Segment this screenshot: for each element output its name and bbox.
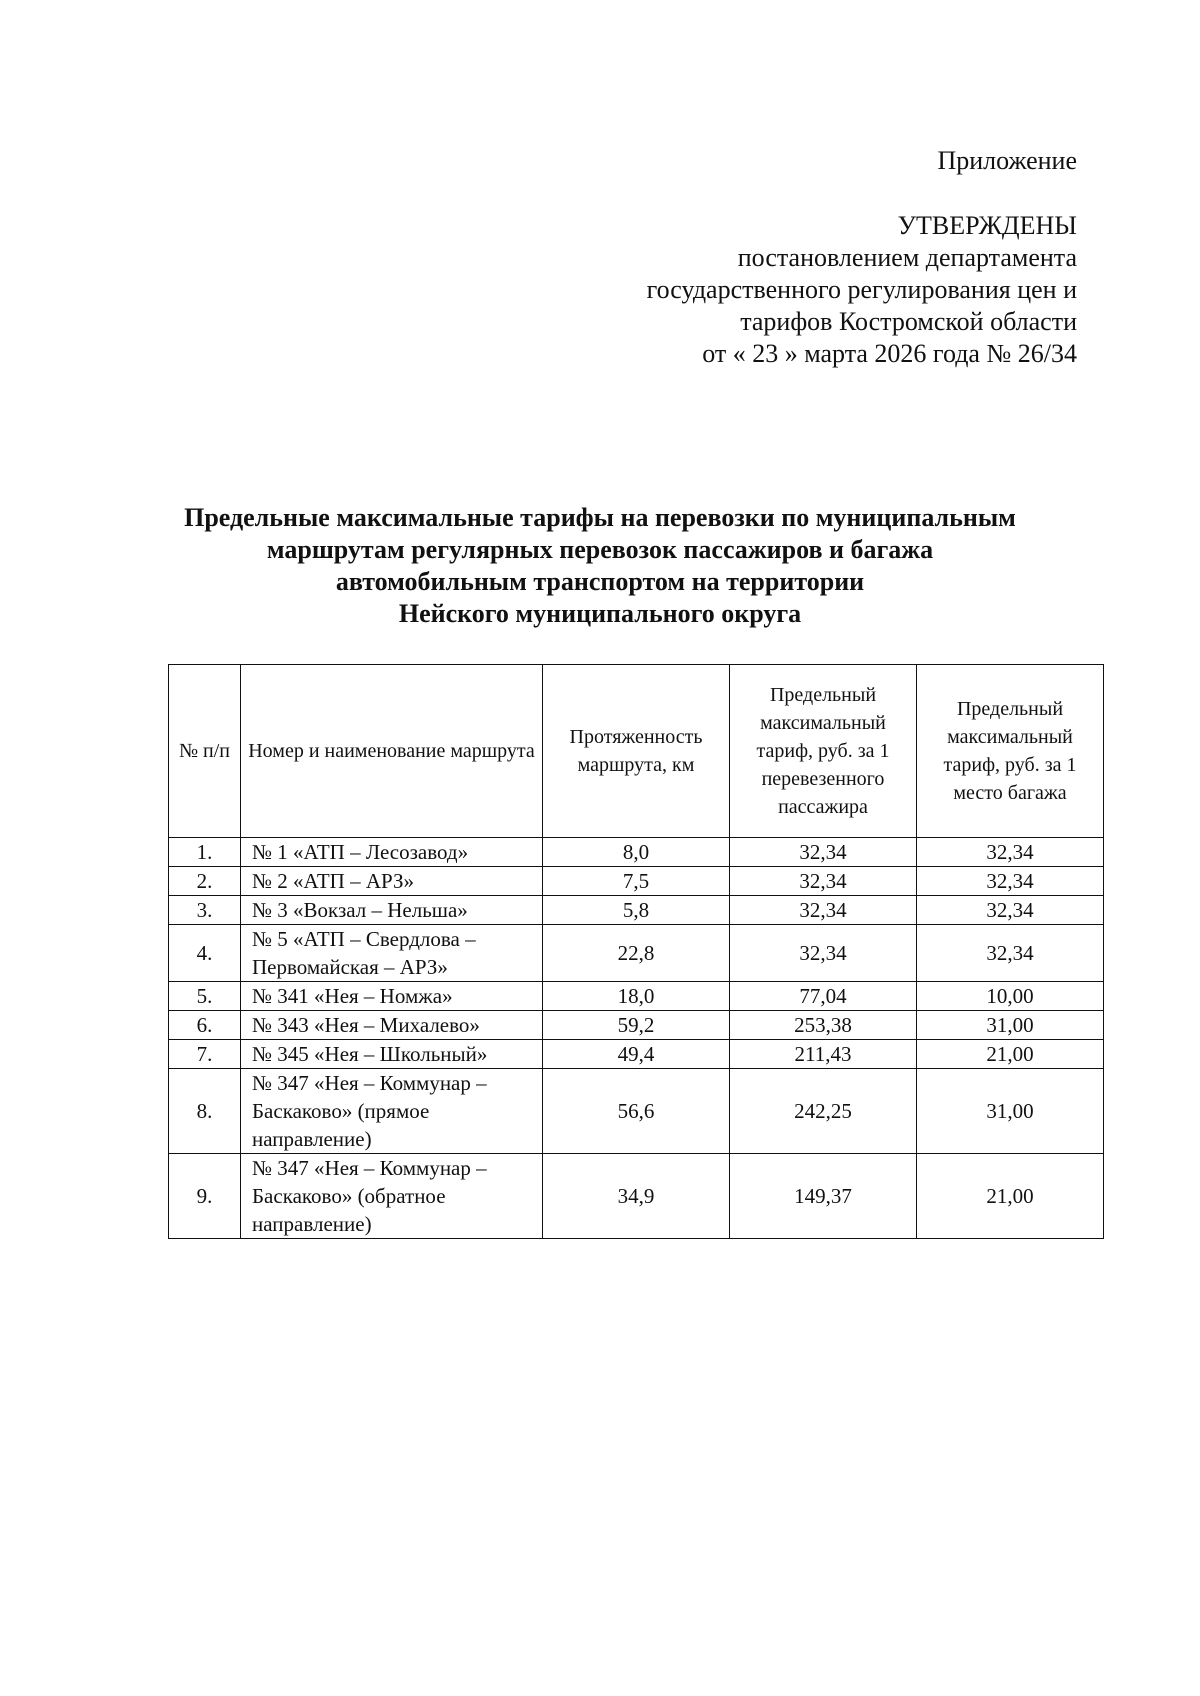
cell-baggage-tariff: 21,00 [917, 1154, 1104, 1239]
approval-line-3: тарифов Костромской области [740, 307, 1077, 336]
approval-line-1: постановлением департамента [737, 243, 1077, 272]
table-row [169, 982, 1104, 1011]
approval-line-4: от « 23 » марта 2026 года № 26/34 [702, 339, 1077, 368]
cell-baggage-tariff: 32,34 [917, 867, 1104, 896]
header-num: № п/п [169, 665, 241, 838]
cell-num: 7. [169, 1040, 241, 1069]
cell-route: № 343 «Нея – Михалево» [241, 1011, 543, 1040]
cell-passenger-tariff: 211,43 [730, 1040, 917, 1069]
cell-length: 34,9 [543, 1154, 730, 1239]
cell-length: 7,5 [543, 867, 730, 896]
cell-passenger-tariff: 32,34 [730, 867, 917, 896]
cell-baggage-tariff: 21,00 [917, 1040, 1104, 1069]
cell-num: 4. [169, 925, 241, 982]
cell-baggage-tariff: 10,00 [917, 982, 1104, 1011]
title-line-2: маршрутам регулярных перевозок пассажиров и багажа [266, 535, 934, 564]
cell-num: 2. [169, 867, 241, 896]
cell-num: 1. [169, 838, 241, 867]
cell-passenger-tariff: 149,37 [730, 1154, 917, 1239]
cell-route: № 3 «Вокзал – Нельша» [241, 896, 543, 925]
cell-length: 8,0 [543, 838, 730, 867]
table-row [169, 1040, 1104, 1069]
tariff-table [168, 664, 1104, 1239]
cell-baggage-tariff: 31,00 [917, 1069, 1104, 1154]
table-header-row [169, 665, 1104, 838]
cell-baggage-tariff: 31,00 [917, 1011, 1104, 1040]
cell-passenger-tariff: 32,34 [730, 838, 917, 867]
cell-route: № 341 «Нея – Номжа» [241, 982, 543, 1011]
cell-passenger-tariff: 32,34 [730, 896, 917, 925]
cell-route: № 5 «АТП – Свердлова – Первомайская – АРЗ» [241, 925, 543, 982]
cell-length: 59,2 [543, 1011, 730, 1040]
header-route: Номер и наименование маршрута [241, 665, 543, 838]
cell-length: 18,0 [543, 982, 730, 1011]
cell-passenger-tariff: 253,38 [730, 1011, 917, 1040]
title-line-4: Нейского муниципального округа [398, 599, 802, 628]
cell-route: № 347 «Нея – Коммунар – Баскаково» (обратное направление) [241, 1154, 543, 1239]
cell-route: № 347 «Нея – Коммунар – Баскаково» (прямое направление) [241, 1069, 543, 1154]
approval-line-2: государственного регулирования цен и [646, 275, 1077, 304]
cell-baggage-tariff: 32,34 [917, 925, 1104, 982]
approval-block [647, 210, 1077, 370]
table-row [169, 1011, 1104, 1040]
cell-route: № 1 «АТП – Лесозавод» [241, 838, 543, 867]
cell-length: 22,8 [543, 925, 730, 982]
header-baggage-tariff: Предельный максимальный тариф, руб. за 1 место багажа [917, 665, 1104, 838]
cell-length: 56,6 [543, 1069, 730, 1154]
table-row [169, 1069, 1104, 1154]
cell-passenger-tariff: 32,34 [730, 925, 917, 982]
cell-length: 5,8 [543, 896, 730, 925]
header-length: Протяженность маршрута, км [543, 665, 730, 838]
cell-passenger-tariff: 77,04 [730, 982, 917, 1011]
cell-baggage-tariff: 32,34 [917, 896, 1104, 925]
cell-num: 8. [169, 1069, 241, 1154]
document-title [100, 502, 1100, 630]
table-row [169, 1154, 1104, 1239]
title-line-3: автомобильным транспортом на территории [335, 567, 865, 596]
cell-num: 5. [169, 982, 241, 1011]
title-line-1: Предельные максимальные тарифы на перевозки по муниципальным [184, 503, 1016, 532]
table-row [169, 925, 1104, 982]
cell-route: № 345 «Нея – Школьный» [241, 1040, 543, 1069]
approval-title: УТВЕРЖДЕНЫ [897, 211, 1077, 240]
appendix-label [937, 145, 1077, 177]
cell-length: 49,4 [543, 1040, 730, 1069]
table-row [169, 867, 1104, 896]
cell-route: № 2 «АТП – АРЗ» [241, 867, 543, 896]
header-passenger-tariff: Предельный максимальный тариф, руб. за 1 перевезенного пассажира [730, 665, 917, 838]
table-row [169, 896, 1104, 925]
appendix-text: Приложение [937, 146, 1077, 175]
cell-num: 3. [169, 896, 241, 925]
cell-baggage-tariff: 32,34 [917, 838, 1104, 867]
cell-passenger-tariff: 242,25 [730, 1069, 917, 1154]
cell-num: 6. [169, 1011, 241, 1040]
cell-num: 9. [169, 1154, 241, 1239]
table-row [169, 838, 1104, 867]
